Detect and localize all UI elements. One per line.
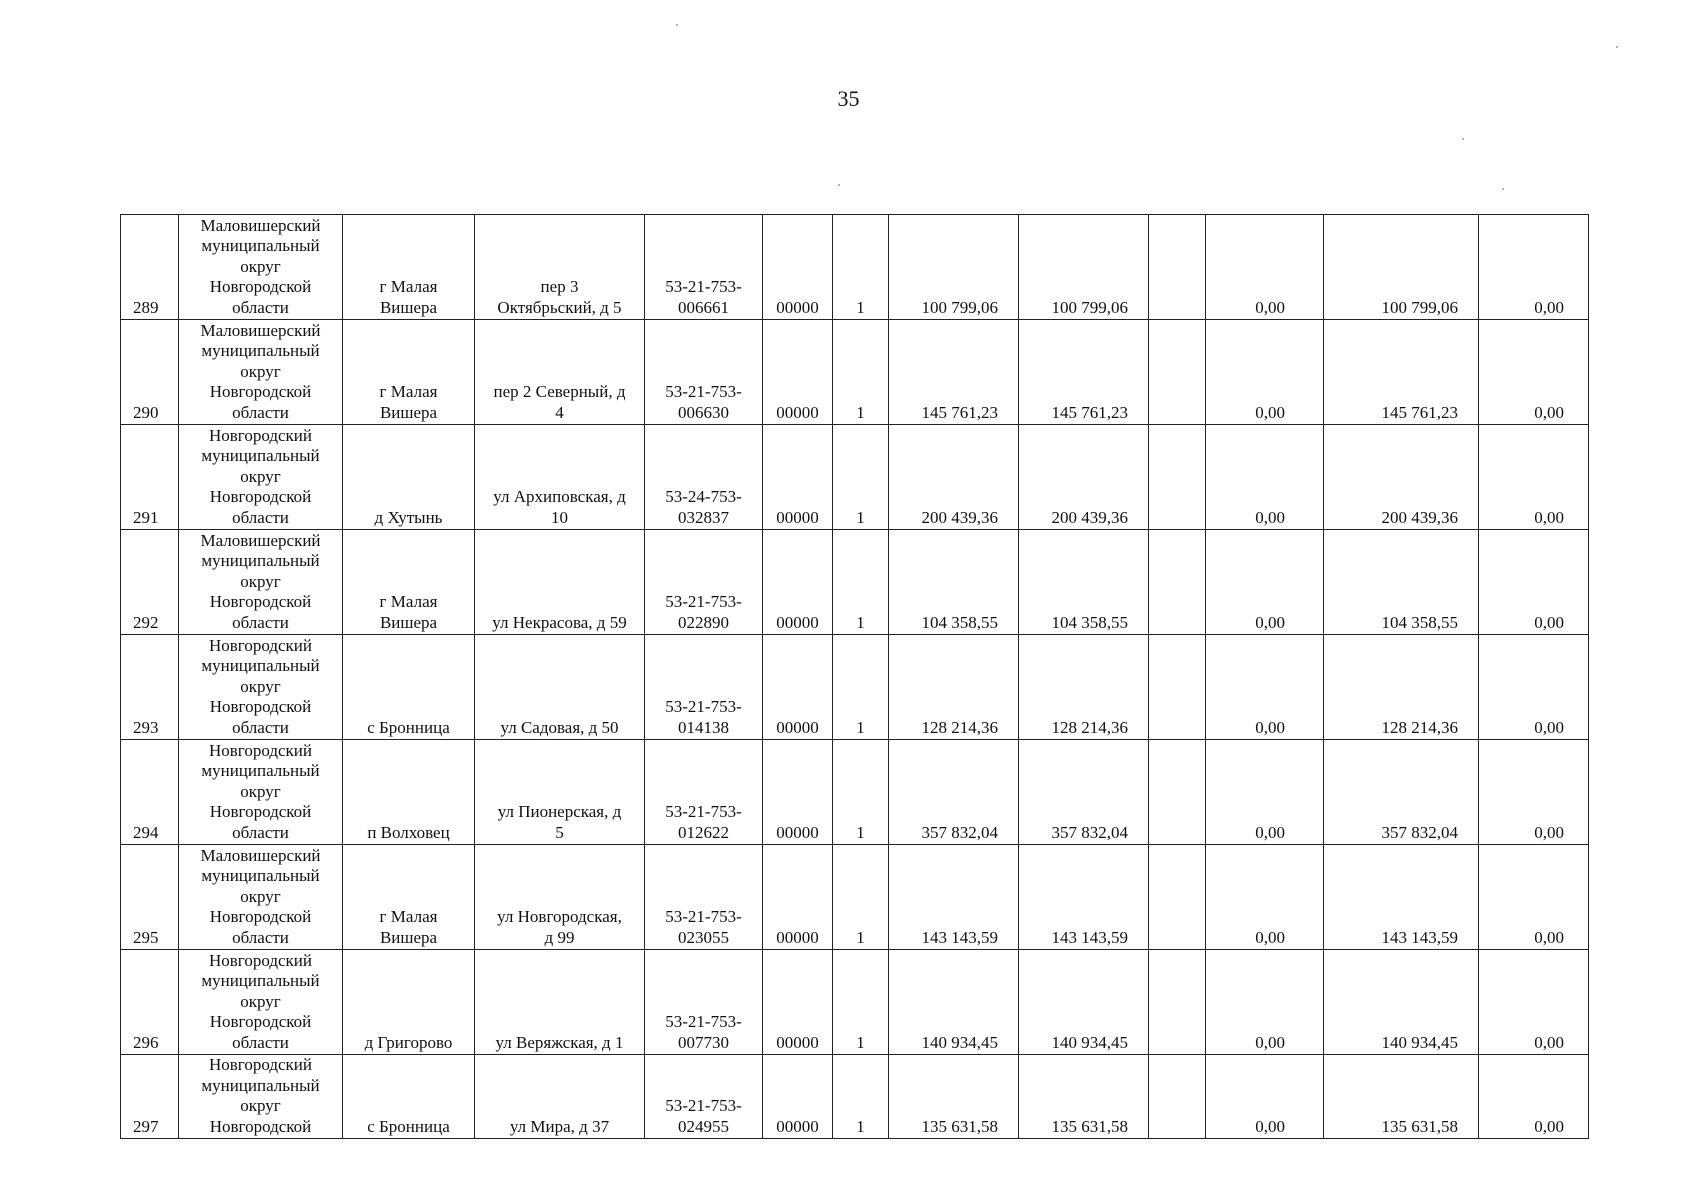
- district-cell-line: Новгородский: [208, 740, 312, 760]
- code-cell-line: 032837: [678, 507, 729, 527]
- zero-amount-cell: 0,00: [1206, 215, 1324, 320]
- district-cell-line: Новгородский: [208, 635, 312, 655]
- empty-cell: [1149, 1055, 1206, 1139]
- empty-cell: [1149, 635, 1206, 740]
- code-cell: [645, 320, 763, 425]
- amount-second-cell: 128 214,36: [1019, 635, 1149, 740]
- empty-cell: [1149, 320, 1206, 425]
- zero-amount-last-cell: 0,00: [1479, 740, 1589, 845]
- zero-amount-last-cell: 0,00: [1479, 215, 1589, 320]
- row-number-cell: 294: [121, 740, 179, 845]
- count-cell: 1: [833, 950, 889, 1055]
- amount-third-cell: 357 832,04: [1324, 740, 1479, 845]
- settlement-cell: [343, 740, 475, 845]
- address-cell-line: 5: [555, 822, 564, 842]
- district-cell-line: Новгородской: [209, 697, 312, 716]
- amount-total-cell: 140 934,45: [889, 950, 1019, 1055]
- address-cell: [475, 740, 645, 845]
- district-cell-line: округ: [240, 676, 281, 696]
- amount-third-cell: 128 214,36: [1324, 635, 1479, 740]
- code-cell: [645, 1055, 763, 1139]
- code-cell-line: 014138: [678, 717, 729, 737]
- amount-total-cell: 143 143,59: [889, 845, 1019, 950]
- row-number-cell: 291: [121, 425, 179, 530]
- settlement-cell-line: с Бронница: [367, 717, 450, 737]
- district-cell-line: Новгородской: [209, 1116, 312, 1136]
- amount-third-cell: 100 799,06: [1324, 215, 1479, 320]
- zero-amount-last-cell: 0,00: [1479, 530, 1589, 635]
- row-number-cell: 293: [121, 635, 179, 740]
- zero-amount-last-cell: 0,00: [1479, 1055, 1589, 1139]
- address-cell-line: ул Архиповская, д: [493, 487, 626, 506]
- address-cell: [475, 1055, 645, 1139]
- settlement-cell-line: Вишера: [379, 402, 438, 422]
- code-cell-line: 012622: [678, 822, 729, 842]
- scan-speck: [1462, 138, 1464, 140]
- amount-total-cell: 104 358,55: [889, 530, 1019, 635]
- table-row: [121, 635, 1589, 740]
- zero-amount-last-cell: 0,00: [1479, 635, 1589, 740]
- district-cell-line: муниципальный: [201, 341, 320, 360]
- table-row: [121, 1055, 1589, 1139]
- settlement-cell-line: д Григорово: [364, 1032, 453, 1052]
- address-cell-line: ул Мира, д 37: [509, 1116, 610, 1136]
- scan-speck: [676, 24, 678, 26]
- district-cell-line: муниципальный: [201, 656, 320, 675]
- zero-amount-last-cell: 0,00: [1479, 320, 1589, 425]
- code-cell: [645, 950, 763, 1055]
- address-cell-line: ул Садовая, д 50: [500, 717, 619, 737]
- row-number-cell: 290: [121, 320, 179, 425]
- address-cell-line: ул Пионерская, д: [497, 802, 622, 821]
- address-cell-line: д 99: [544, 927, 575, 947]
- amount-total-cell: 128 214,36: [889, 635, 1019, 740]
- district-cell-line: муниципальный: [201, 761, 320, 780]
- zero-amount-cell: 0,00: [1206, 530, 1324, 635]
- code-cell-line: 53-21-753-: [665, 907, 742, 926]
- row-number-cell: 296: [121, 950, 179, 1055]
- zero-amount-cell: 0,00: [1206, 320, 1324, 425]
- zero-amount-cell: 0,00: [1206, 1055, 1324, 1139]
- address-cell: [475, 425, 645, 530]
- row-number-cell: 297: [121, 1055, 179, 1139]
- count-cell: 1: [833, 530, 889, 635]
- code-cell-line: 006630: [678, 402, 729, 422]
- table-row: [121, 425, 1589, 530]
- count-cell: 1: [833, 320, 889, 425]
- district-cell-line: Маловишерский: [200, 215, 321, 235]
- district-cell: [179, 635, 343, 740]
- code-cell-line: 022890: [678, 612, 729, 632]
- district-cell-line: Маловишерский: [200, 320, 321, 340]
- amount-second-cell: 140 934,45: [1019, 950, 1149, 1055]
- settlement-cell: [343, 215, 475, 320]
- settlement-cell-line: г Малая: [379, 907, 438, 926]
- district-cell-line: муниципальный: [201, 236, 320, 255]
- zeros-code-cell: 00000: [763, 1055, 833, 1139]
- amount-third-cell: 140 934,45: [1324, 950, 1479, 1055]
- empty-cell: [1149, 740, 1206, 845]
- settlement-cell-line: Вишера: [379, 297, 438, 317]
- amount-second-cell: 145 761,23: [1019, 320, 1149, 425]
- amount-third-cell: 200 439,36: [1324, 425, 1479, 530]
- address-cell-line: ул Веряжская, д 1: [495, 1032, 624, 1052]
- district-cell-line: округ: [240, 361, 281, 381]
- district-cell: [179, 320, 343, 425]
- address-cell-line: Октябрьский, д 5: [497, 297, 622, 317]
- district-cell-line: муниципальный: [201, 551, 320, 570]
- settlement-cell-line: Вишера: [379, 927, 438, 947]
- settlement-cell-line: г Малая: [379, 382, 438, 401]
- settlement-cell-line: Вишера: [379, 612, 438, 632]
- district-cell-line: Новгородской: [209, 802, 312, 821]
- settlement-cell-line: п Волховец: [367, 822, 450, 842]
- zero-amount-last-cell: 0,00: [1479, 425, 1589, 530]
- district-cell-line: Новгородской: [209, 1012, 312, 1031]
- empty-cell: [1149, 530, 1206, 635]
- table-row: [121, 950, 1589, 1055]
- district-cell-line: округ: [240, 256, 281, 276]
- district-cell-line: Маловишерский: [200, 845, 321, 865]
- scan-speck: [1502, 188, 1504, 190]
- settlement-cell: [343, 950, 475, 1055]
- code-cell-line: 53-21-753-: [665, 592, 742, 611]
- district-cell: [179, 530, 343, 635]
- district-cell-line: области: [232, 507, 289, 527]
- district-cell: [179, 845, 343, 950]
- code-cell-line: 53-24-753-: [665, 487, 742, 506]
- code-cell: [645, 425, 763, 530]
- address-cell: [475, 635, 645, 740]
- address-cell-line: ул Новгородская,: [497, 907, 622, 926]
- district-cell-line: Новгородский: [208, 1055, 312, 1074]
- district-cell-line: области: [232, 927, 289, 947]
- registry-table: [120, 214, 1589, 1139]
- district-cell-line: округ: [240, 466, 281, 486]
- district-cell: [179, 1055, 343, 1139]
- district-cell-line: Новгородской: [209, 592, 312, 611]
- address-cell: [475, 845, 645, 950]
- zeros-code-cell: 00000: [763, 215, 833, 320]
- settlement-cell-line: с Бронница: [367, 1116, 450, 1136]
- page-number: 35: [837, 86, 860, 111]
- zeros-code-cell: 00000: [763, 635, 833, 740]
- amount-second-cell: 100 799,06: [1019, 215, 1149, 320]
- amount-total-cell: 135 631,58: [889, 1055, 1019, 1139]
- settlement-cell: [343, 845, 475, 950]
- zero-amount-last-cell: 0,00: [1479, 950, 1589, 1055]
- settlement-cell: [343, 320, 475, 425]
- settlement-cell: [343, 635, 475, 740]
- settlement-cell-line: г Малая: [379, 277, 438, 296]
- settlement-cell: [343, 425, 475, 530]
- district-cell-line: муниципальный: [201, 1075, 320, 1095]
- district-cell-line: Маловишерский: [200, 530, 321, 550]
- scan-speck: [1616, 46, 1618, 48]
- count-cell: 1: [833, 740, 889, 845]
- code-cell: [645, 215, 763, 320]
- district-cell-line: области: [232, 297, 289, 317]
- row-number-cell: 289: [121, 215, 179, 320]
- address-cell-line: ул Некрасова, д 59: [492, 612, 627, 632]
- district-cell-line: муниципальный: [201, 971, 320, 990]
- district-cell-line: муниципальный: [201, 446, 320, 465]
- district-cell-line: области: [232, 822, 289, 842]
- code-cell-line: 53-21-753-: [665, 1096, 742, 1115]
- zero-amount-cell: 0,00: [1206, 950, 1324, 1055]
- district-cell: [179, 740, 343, 845]
- zeros-code-cell: 00000: [763, 320, 833, 425]
- zeros-code-cell: 00000: [763, 530, 833, 635]
- code-cell: [645, 740, 763, 845]
- amount-total-cell: 357 832,04: [889, 740, 1019, 845]
- count-cell: 1: [833, 425, 889, 530]
- settlement-cell-line: г Малая: [379, 592, 438, 611]
- amount-second-cell: 104 358,55: [1019, 530, 1149, 635]
- zeros-code-cell: 00000: [763, 845, 833, 950]
- settlement-cell: [343, 530, 475, 635]
- code-cell-line: 53-21-753-: [665, 1012, 742, 1031]
- district-cell-line: Новгородской: [209, 277, 312, 296]
- district-cell-line: округ: [240, 886, 281, 906]
- amount-total-cell: 100 799,06: [889, 215, 1019, 320]
- code-cell-line: 023055: [678, 927, 729, 947]
- code-cell-line: 007730: [678, 1032, 729, 1052]
- amount-total-cell: 145 761,23: [889, 320, 1019, 425]
- district-cell-line: области: [232, 1032, 289, 1052]
- code-cell-line: 53-21-753-: [665, 802, 742, 821]
- empty-cell: [1149, 425, 1206, 530]
- address-cell: [475, 530, 645, 635]
- amount-third-cell: 104 358,55: [1324, 530, 1479, 635]
- district-cell-line: округ: [240, 991, 281, 1011]
- count-cell: 1: [833, 845, 889, 950]
- table-body: [121, 215, 1589, 1139]
- empty-cell: [1149, 950, 1206, 1055]
- address-cell: [475, 215, 645, 320]
- code-cell: [645, 635, 763, 740]
- district-cell-line: округ: [240, 571, 281, 591]
- count-cell: 1: [833, 1055, 889, 1139]
- district-cell-line: области: [232, 402, 289, 422]
- empty-cell: [1149, 845, 1206, 950]
- code-cell-line: 53-21-753-: [665, 382, 742, 401]
- zeros-code-cell: 00000: [763, 740, 833, 845]
- code-cell-line: 006661: [678, 297, 729, 317]
- zeros-code-cell: 00000: [763, 950, 833, 1055]
- zero-amount-last-cell: 0,00: [1479, 845, 1589, 950]
- address-cell-line: пер 3: [540, 277, 579, 296]
- district-cell-line: Новгородской: [209, 382, 312, 401]
- amount-total-cell: 200 439,36: [889, 425, 1019, 530]
- zero-amount-cell: 0,00: [1206, 425, 1324, 530]
- district-cell-line: Новгородский: [208, 950, 312, 970]
- district-cell-line: Новгородской: [209, 907, 312, 926]
- district-cell-line: области: [232, 717, 289, 737]
- zeros-code-cell: 00000: [763, 425, 833, 530]
- address-cell: [475, 950, 645, 1055]
- amount-second-cell: 143 143,59: [1019, 845, 1149, 950]
- amount-second-cell: 135 631,58: [1019, 1055, 1149, 1139]
- zero-amount-cell: 0,00: [1206, 845, 1324, 950]
- amount-third-cell: 143 143,59: [1324, 845, 1479, 950]
- code-cell-line: 53-21-753-: [665, 697, 742, 716]
- district-cell-line: муниципальный: [201, 866, 320, 885]
- scan-speck: [838, 184, 840, 186]
- address-cell-line: 10: [551, 507, 568, 527]
- table-row: [121, 740, 1589, 845]
- table-row: [121, 215, 1589, 320]
- code-cell-line: 53-21-753-: [665, 277, 742, 296]
- settlement-cell-line: д Хутынь: [374, 507, 443, 527]
- district-cell: [179, 425, 343, 530]
- row-number-cell: 292: [121, 530, 179, 635]
- district-cell: [179, 950, 343, 1055]
- amount-third-cell: 135 631,58: [1324, 1055, 1479, 1139]
- count-cell: 1: [833, 635, 889, 740]
- table-row: [121, 845, 1589, 950]
- district-cell-line: Новгородской: [209, 487, 312, 506]
- code-cell: [645, 845, 763, 950]
- settlement-cell: [343, 1055, 475, 1139]
- district-cell: [179, 215, 343, 320]
- district-cell-line: Новгородский: [208, 425, 312, 445]
- row-number-cell: 295: [121, 845, 179, 950]
- zero-amount-cell: 0,00: [1206, 635, 1324, 740]
- district-cell-line: округ: [240, 781, 281, 801]
- address-cell-line: пер 2 Северный, д: [493, 382, 626, 401]
- table-row: [121, 320, 1589, 425]
- code-cell: [645, 530, 763, 635]
- amount-second-cell: 200 439,36: [1019, 425, 1149, 530]
- table-row: [121, 530, 1589, 635]
- amount-third-cell: 145 761,23: [1324, 320, 1479, 425]
- district-cell-line: области: [232, 612, 289, 632]
- empty-cell: [1149, 215, 1206, 320]
- amount-second-cell: 357 832,04: [1019, 740, 1149, 845]
- code-cell-line: 024955: [678, 1116, 729, 1136]
- address-cell-line: 4: [555, 402, 564, 422]
- district-cell-line: округ: [240, 1096, 281, 1115]
- zero-amount-cell: 0,00: [1206, 740, 1324, 845]
- count-cell: 1: [833, 215, 889, 320]
- address-cell: [475, 320, 645, 425]
